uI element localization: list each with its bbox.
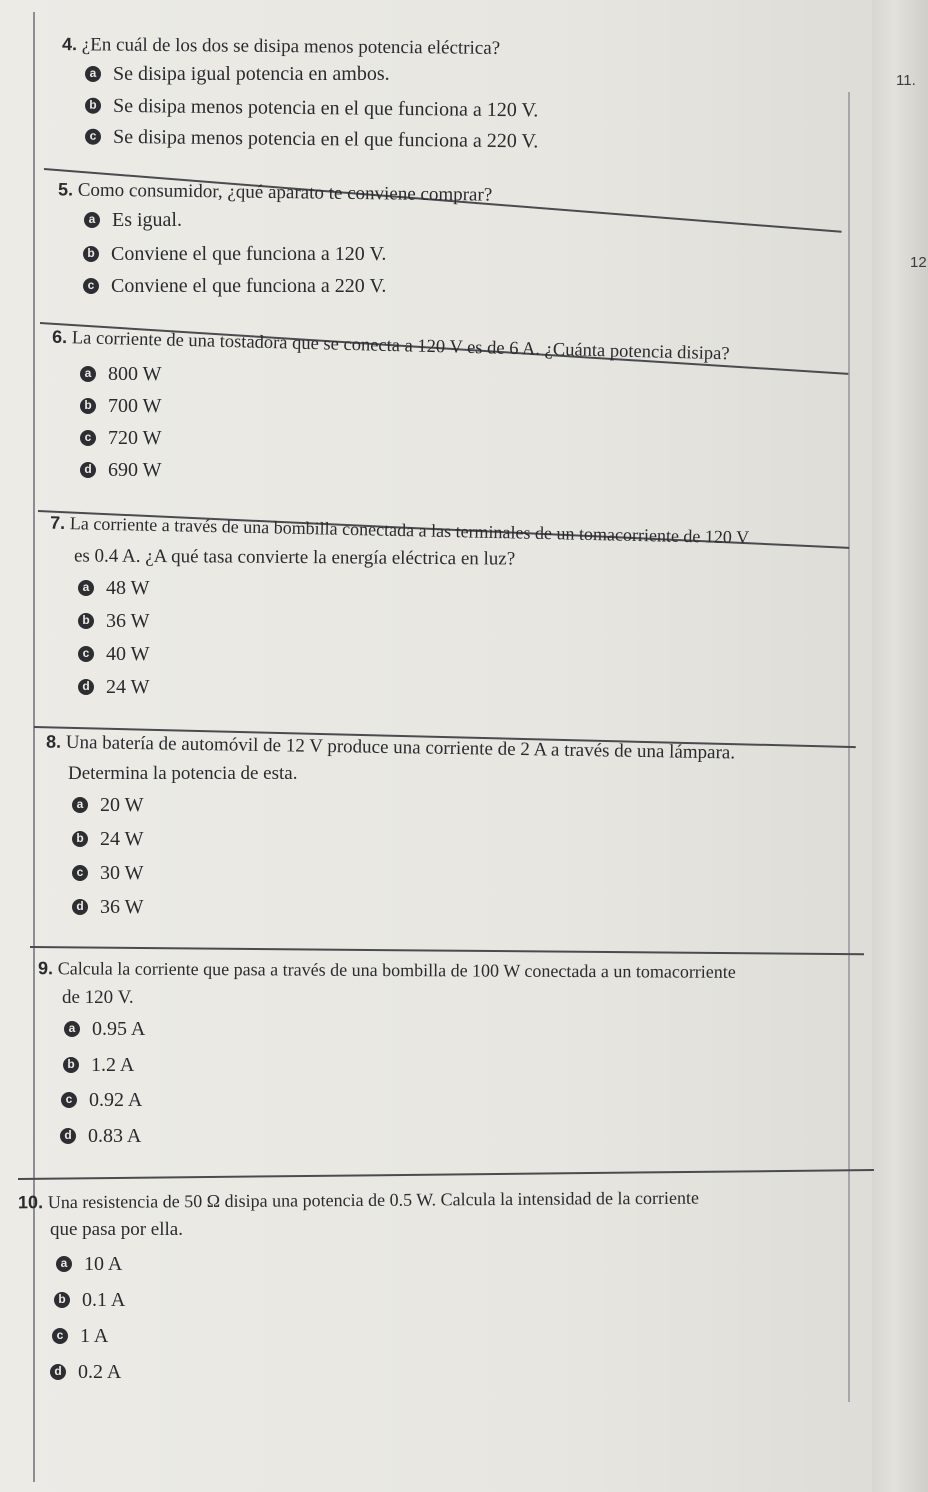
option-badge: a	[80, 366, 96, 382]
side-number-12: 12	[910, 254, 927, 271]
question-8-text-line2: Determina la potencia de esta.	[68, 763, 298, 784]
option-text: 48 W	[106, 577, 150, 599]
option-badge: b	[63, 1057, 79, 1073]
question-9-text-line2: de 120 V.	[62, 987, 134, 1008]
option-badge: a	[78, 580, 94, 596]
option-text: 1.2 A	[91, 1054, 135, 1076]
question-7-text-line2: es 0.4 A. ¿A qué tasa convierte la energía eléctrica en luz?	[73, 545, 516, 570]
option-badge: b	[72, 831, 88, 847]
question-text: Una resistencia de 50 Ω disipa una potencia de 0.5 W. Calcula la intensidad de la corriente	[47, 1187, 700, 1213]
option-text: 1 A	[80, 1325, 109, 1347]
q8-option-d[interactable]	[72, 895, 144, 919]
q8-option-b[interactable]	[72, 827, 144, 851]
q7-option-a[interactable]	[78, 576, 150, 600]
option-badge: a	[56, 1256, 72, 1272]
margin-line-left	[33, 12, 35, 1482]
q5-option-b[interactable]	[83, 242, 386, 266]
option-badge: a	[85, 66, 101, 82]
option-text: 720 W	[108, 427, 162, 449]
q9-option-d[interactable]	[60, 1124, 141, 1148]
question-4-title	[62, 32, 500, 61]
option-badge: d	[60, 1128, 76, 1144]
question-8-title	[46, 730, 735, 766]
option-text: 700 W	[108, 395, 162, 417]
question-text: ¿En cuál de los dos se disipa menos potencia eléctrica?	[81, 34, 501, 59]
q10-option-d[interactable]	[50, 1360, 121, 1384]
q4-option-b[interactable]	[85, 94, 539, 123]
option-badge: a	[72, 797, 88, 813]
option-text: 0.92 A	[89, 1089, 143, 1111]
q5-option-a[interactable]	[84, 208, 182, 232]
option-badge: b	[54, 1292, 70, 1308]
divider	[30, 946, 864, 955]
q10-option-a[interactable]	[56, 1252, 122, 1276]
option-badge: d	[80, 462, 96, 478]
question-text: La corriente de una tostadora que se conecta a 120 V es de 6 A. ¿Cuánta potencia disipa?	[71, 328, 730, 365]
option-badge: d	[50, 1364, 66, 1380]
q10-option-b[interactable]	[54, 1288, 125, 1312]
q8-option-c[interactable]	[72, 861, 144, 885]
question-5-title	[58, 177, 492, 207]
option-badge: c	[78, 646, 94, 662]
option-badge: c	[85, 129, 101, 145]
question-text: Como consumidor, ¿qué aparato te conviene comprar?	[77, 179, 493, 206]
question-number: 8.	[45, 731, 62, 752]
question-number: 5.	[57, 179, 74, 200]
option-text: 30 W	[100, 862, 144, 884]
q10-option-c[interactable]	[52, 1324, 108, 1348]
q4-option-a[interactable]	[85, 62, 390, 86]
option-badge: d	[78, 679, 94, 695]
option-badge: b	[83, 246, 99, 262]
option-badge: b	[85, 98, 101, 114]
q6-option-c[interactable]	[80, 426, 162, 450]
option-badge: c	[52, 1328, 68, 1344]
q9-option-b[interactable]	[63, 1053, 134, 1077]
question-text: Una batería de automóvil de 12 V produce una corriente de 2 A a través de una lámpara.	[65, 731, 736, 764]
q6-option-b[interactable]	[80, 394, 162, 418]
side-number-11: 11.	[896, 72, 916, 89]
option-text: 36 W	[106, 610, 150, 632]
option-text: Se disipa menos potencia en el que funciona a 120 V.	[112, 94, 539, 122]
question-10-title	[18, 1186, 699, 1216]
question-text: La corriente a través de una bombilla conectada a las terminales de un tomacorriente de 120 V	[69, 513, 750, 548]
question-number: 4.	[61, 34, 78, 55]
option-badge: a	[64, 1021, 80, 1037]
option-text: 0.2 A	[78, 1361, 122, 1383]
option-text: 20 W	[100, 794, 144, 816]
option-text: 800 W	[108, 363, 162, 385]
question-number: 9.	[37, 958, 54, 979]
q9-option-a[interactable]	[64, 1017, 145, 1041]
q4-option-c[interactable]	[85, 125, 539, 154]
option-text: 690 W	[108, 459, 162, 481]
option-badge: d	[72, 899, 88, 915]
option-text: 24 W	[106, 676, 150, 698]
q6-option-a[interactable]	[80, 362, 162, 386]
q8-option-a[interactable]	[72, 793, 144, 817]
next-page-edge	[872, 0, 928, 1492]
q7-option-d[interactable]	[78, 675, 150, 699]
option-badge: c	[83, 278, 99, 294]
question-6-title	[52, 325, 730, 367]
option-badge: c	[61, 1092, 77, 1108]
q9-option-c[interactable]	[61, 1088, 142, 1112]
option-badge: b	[80, 398, 96, 414]
option-text: 24 W	[100, 828, 144, 850]
option-badge: a	[84, 212, 100, 228]
option-text: 10 A	[84, 1253, 123, 1275]
option-text: 0.83 A	[88, 1125, 142, 1147]
option-badge: b	[78, 613, 94, 629]
option-badge: c	[80, 430, 96, 446]
q7-option-c[interactable]	[78, 642, 150, 666]
option-text: Conviene el que funciona a 120 V.	[111, 243, 387, 265]
question-9-title	[38, 956, 736, 985]
question-10-text-line2: que pasa por ella.	[50, 1219, 183, 1240]
question-number: 10.	[17, 1192, 44, 1213]
option-text: Es igual.	[112, 209, 182, 231]
question-text: Calcula la corriente que pasa a través de una bombilla de 100 W conectada a un tomacorriente	[57, 958, 736, 982]
divider	[18, 1169, 874, 1180]
option-text: Se disipa menos potencia en el que funciona a 220 V.	[112, 125, 539, 153]
question-number: 7.	[49, 512, 66, 533]
option-text: 0.95 A	[92, 1018, 146, 1040]
question-number: 6.	[51, 326, 68, 348]
option-text: Conviene el que funciona a 220 V.	[111, 275, 387, 297]
option-text: 0.1 A	[82, 1289, 126, 1311]
option-badge: c	[72, 865, 88, 881]
q7-option-b[interactable]	[78, 609, 150, 633]
q6-option-d[interactable]	[80, 458, 162, 482]
option-text: Se disipa igual potencia en ambos.	[113, 63, 390, 85]
option-text: 40 W	[106, 643, 150, 665]
option-text: 36 W	[100, 896, 144, 918]
q5-option-c[interactable]	[83, 274, 386, 298]
